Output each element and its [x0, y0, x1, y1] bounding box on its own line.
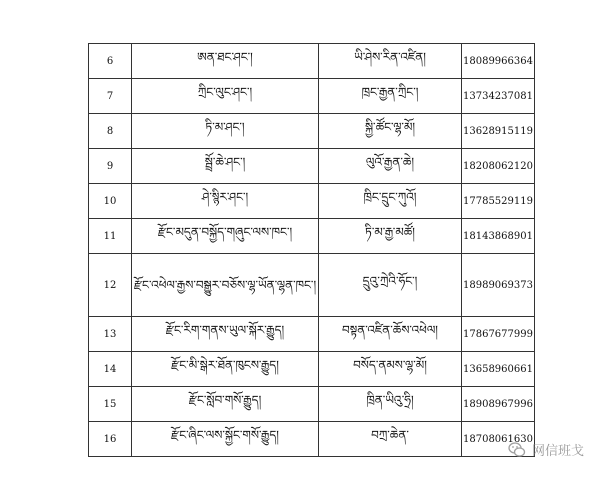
contact-person: བསྟན་འཛིན་ཆོས་འཕེལ། — [319, 317, 462, 352]
table-row — [89, 44, 535, 79]
row-number: 9 — [89, 149, 132, 184]
contact-person: ཏི་མ་རྒྱ་མཚོ། — [319, 219, 462, 254]
row-number: 16 — [89, 422, 132, 457]
table-row — [89, 79, 535, 114]
row-number: 14 — [89, 352, 132, 387]
contact-person: ཁྲིང་དྲུང་ཀུའོ། — [319, 184, 462, 219]
table-row — [89, 352, 535, 387]
phone-number: 18208062120 — [462, 149, 535, 184]
table-row — [89, 422, 535, 457]
office-name: ཏི་མ་ཤང་། — [132, 114, 319, 149]
contact-person: ཡི་ཤེས་རིན་འཛིན། — [319, 44, 462, 79]
table-row — [89, 387, 535, 422]
table-row — [89, 219, 535, 254]
row-number: 7 — [89, 79, 132, 114]
table-row — [89, 149, 535, 184]
contact-person: བསོད་ནམས་ལྷ་མོ། — [319, 352, 462, 387]
contact-person: ཁྲིན་ཡིའུ་ཧྲི། — [319, 387, 462, 422]
watermark-text: 网信班戈 — [532, 444, 585, 459]
contact-person: དྲུའུ་ཀྲེའི་ཧོང་། — [319, 254, 462, 317]
phone-number: 13734237081 — [462, 79, 535, 114]
contact-person: ལུའོ་རྒྱན་ཆེ། — [319, 149, 462, 184]
office-name: ཨན་ཐང་ཤང་། — [132, 44, 319, 79]
phone-number: 18989069373 — [462, 254, 535, 317]
office-name: རྫོང་སློབ་གསོ་རྒྱུད། — [132, 387, 319, 422]
row-number: 13 — [89, 317, 132, 352]
row-number: 12 — [89, 254, 132, 317]
table-row — [89, 254, 535, 317]
row-number: 11 — [89, 219, 132, 254]
row-number: 15 — [89, 387, 132, 422]
phone-number: 13628915119 — [462, 114, 535, 149]
office-name: རྫོང་མདུན་བསྐྱོད་གཞུང་ལས་ཁང་། — [132, 219, 319, 254]
office-name: རྫོང་འཕེལ་རྒྱས་བསྒྱུར་བཅོས་ལྷ་ཡོན་ལྷན་ཁང་། — [132, 254, 319, 317]
contact-table — [88, 43, 535, 457]
row-number: 8 — [89, 114, 132, 149]
office-name: ཀྲིང་ལུང་ཤང་། — [132, 79, 319, 114]
office-name: རྫོང་རིག་གནས་ཡུལ་སྐོར་རྒྱུད། — [132, 317, 319, 352]
phone-number: 18089966364 — [462, 44, 535, 79]
row-number: 10 — [89, 184, 132, 219]
table-row — [89, 114, 535, 149]
phone-number: 18908967996 — [462, 387, 535, 422]
phone-number: 17867677999 — [462, 317, 535, 352]
office-name: རྫོང་ཞིང་ལས་སྐྱོང་གསོ་རྒྱུད། — [132, 422, 319, 457]
contact-person: སྐྱི་ཚོང་ལྷ་མོ། — [319, 114, 462, 149]
table-row — [89, 317, 535, 352]
watermark — [508, 440, 584, 459]
phone-number: 18708061630 — [462, 422, 535, 457]
wechat-icon — [508, 441, 526, 459]
contact-person: ཁྲང་རྒྱན་ཀྲིང་། — [319, 79, 462, 114]
contact-person: བཀྲ་ཆེན་ — [319, 422, 462, 457]
phone-number: 17785529119 — [462, 184, 535, 219]
phone-number: 18143868901 — [462, 219, 535, 254]
office-name: རྫོང་མི་སྒེར་ཐོན་ཁུངས་རྒྱུད། — [132, 352, 319, 387]
office-name: ཤེ་སྙིར་ཤང་། — [132, 184, 319, 219]
table-row — [89, 184, 535, 219]
row-number: 6 — [89, 44, 132, 79]
office-name: སྦྲོ་ཆེ་ཤང་། — [132, 149, 319, 184]
phone-number: 13658960661 — [462, 352, 535, 387]
